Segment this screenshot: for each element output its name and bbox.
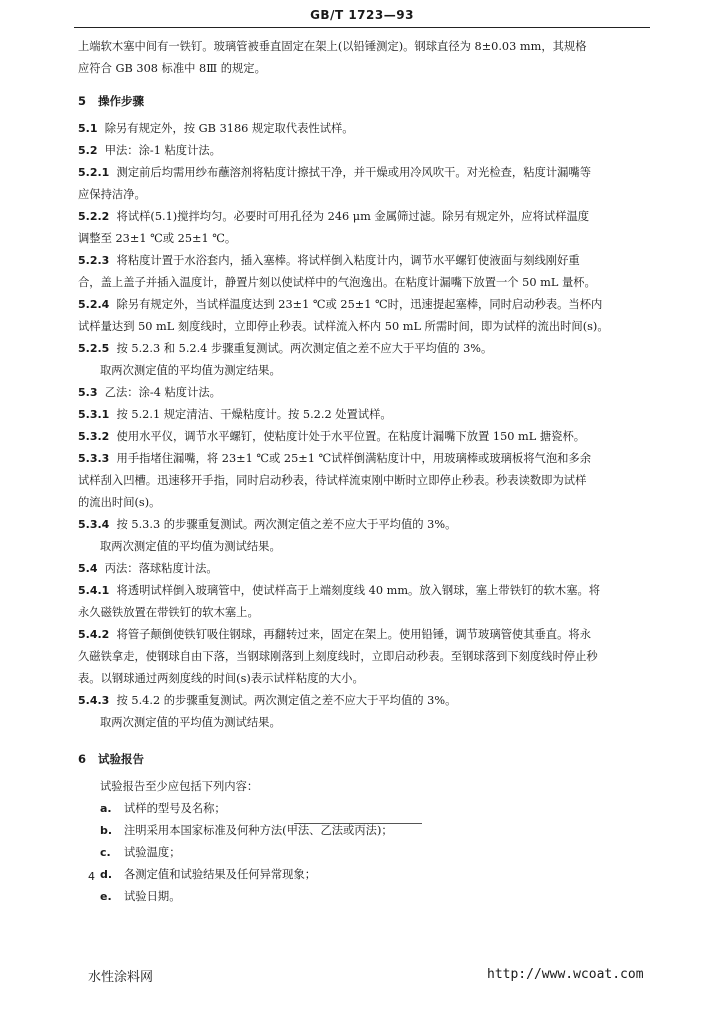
clause-text: 按 5.3.3 的步骤重复测试。两次测定值之差不应大于平均值的 3%。 bbox=[116, 518, 457, 531]
section-5-line bbox=[78, 668, 648, 690]
item-label: b. bbox=[100, 824, 113, 837]
section-5-line bbox=[78, 624, 648, 646]
item-label: c. bbox=[100, 846, 111, 859]
section-5-line bbox=[78, 184, 648, 206]
report-item bbox=[78, 886, 648, 908]
clause-text: 丙法：落球粘度计法。 bbox=[104, 562, 218, 575]
report-items-list bbox=[78, 798, 648, 908]
clause-number: 5.4.3 bbox=[78, 694, 110, 707]
clause-text: 取两次测定值的平均值为测试结果。 bbox=[100, 540, 281, 553]
clause-text: 甲法：涂-1 粘度计法。 bbox=[104, 144, 221, 157]
clause-text: 按 5.2.1 规定清洁、干燥粘度计。按 5.2.2 处置试样。 bbox=[116, 408, 392, 421]
clause-number: 5.4.2 bbox=[78, 628, 110, 641]
clause-text: 将试样(5.1)搅拌均匀。必要时可用孔径为 246 μm 金属筛过滤。除另有规定外，应将试样温度 bbox=[116, 210, 590, 223]
clause-text: 的流出时间(s)。 bbox=[78, 496, 161, 509]
document-body bbox=[78, 36, 648, 908]
clause-text: 使用水平仪，调节水平螺钉，使粘度计处于水平位置。在粘度计漏嘴下放置 150 mL 搪瓷杯。 bbox=[116, 430, 586, 443]
section-number: 6 bbox=[78, 752, 87, 766]
section-5-line bbox=[78, 492, 648, 514]
clause-text: 除另有规定外，按 GB 3186 规定取代表性试样。 bbox=[104, 122, 354, 135]
clause-number: 5.2.5 bbox=[78, 342, 110, 355]
clause-text: 将透明试样倒入玻璃管中，使试样高于上端刻度线 40 mm。放入钢球，塞上带铁钉的软木塞。将 bbox=[116, 584, 601, 597]
item-text: 试验日期。 bbox=[124, 890, 181, 903]
section-5-line bbox=[78, 646, 648, 668]
report-item bbox=[78, 798, 648, 820]
clause-text: 将粘度计置于水浴套内，插入塞棒。将试样倒入粘度计内，调节水平螺钉使液面与刻线刚好重 bbox=[116, 254, 580, 267]
page-number: 4 bbox=[88, 870, 95, 883]
report-item bbox=[78, 864, 648, 886]
section-5-line bbox=[78, 272, 648, 294]
item-text: 试验温度； bbox=[124, 846, 181, 859]
section-5-line bbox=[78, 294, 648, 316]
report-intro: 试验报告至少应包括下列内容： bbox=[100, 780, 259, 793]
item-label: a. bbox=[100, 802, 112, 815]
section-title: 试验报告 bbox=[98, 752, 145, 766]
clause-text: 按 5.4.2 的步骤重复测试。两次测定值之差不应大于平均值的 3%。 bbox=[116, 694, 457, 707]
section-5-line bbox=[78, 536, 648, 558]
section-5-body bbox=[78, 118, 648, 734]
section-6-heading bbox=[78, 748, 648, 770]
footer-site-name: 水性涂料网 bbox=[88, 970, 154, 985]
section-5-line bbox=[78, 206, 648, 228]
section-5-line bbox=[78, 426, 648, 448]
clause-text: 取两次测定值的平均值为测定结果。 bbox=[100, 364, 281, 377]
section-5-line bbox=[78, 250, 648, 272]
section-5-line bbox=[78, 316, 648, 338]
section-5-line bbox=[78, 162, 648, 184]
clause-number: 5.1 bbox=[78, 122, 98, 135]
item-text: 试样的型号及名称； bbox=[124, 802, 226, 815]
clause-text: 永久磁铁放置在带铁钉的软木塞上。 bbox=[78, 606, 259, 619]
clause-text: 表。以钢球通过两刻度线的时间(s)表示试样粘度的大小。 bbox=[78, 672, 364, 685]
intro-line: 应符合 GB 308 标准中 8Ⅲ 的规定。 bbox=[78, 62, 266, 75]
clause-text: 调整至 23±1 ℃或 25±1 ℃。 bbox=[78, 232, 237, 245]
section-5-line bbox=[78, 558, 648, 580]
clause-text: 试样量达到 50 mL 刻度线时，立即停止秒表。试样流入杯内 50 mL 所需时间，即为试样的流出时间(s)。 bbox=[78, 320, 609, 333]
clause-text: 取两次测定值的平均值为测试结果。 bbox=[100, 716, 281, 729]
item-text: 注明采用本国家标准及何种方法(甲法、乙法或丙法)； bbox=[124, 824, 393, 837]
clause-text: 应保持洁净。 bbox=[78, 188, 146, 201]
clause-text: 久磁铁拿走，使钢球自由下落，当钢球刚落到上刻度线时，立即启动秒表。至钢球落到下刻度线时停止秒 bbox=[78, 650, 598, 663]
section-5-line bbox=[78, 712, 648, 734]
clause-number: 5.2 bbox=[78, 144, 98, 157]
end-of-text-rule bbox=[294, 823, 422, 824]
item-label: d. bbox=[100, 868, 113, 881]
report-item bbox=[78, 842, 648, 864]
clause-text: 按 5.2.3 和 5.2.4 步骤重复测试。两次测定值之差不应大于平均值的 3%。 bbox=[116, 342, 493, 355]
section-5-line bbox=[78, 448, 648, 470]
section-title: 操作步骤 bbox=[98, 94, 145, 108]
section-5-line bbox=[78, 338, 648, 360]
section-5-line bbox=[78, 382, 648, 404]
clause-text: 除另有规定外，当试样温度达到 23±1 ℃或 25±1 ℃时，迅速提起塞棒，同时启动秒表。当杯内 bbox=[116, 298, 603, 311]
section-5-line bbox=[78, 514, 648, 536]
item-label: e. bbox=[100, 890, 112, 903]
clause-number: 5.3.4 bbox=[78, 518, 110, 531]
section-5-line bbox=[78, 602, 648, 624]
section-5-line bbox=[78, 360, 648, 382]
clause-number: 5.4 bbox=[78, 562, 98, 575]
item-text: 各测定值和试验结果及任何异常现象； bbox=[124, 868, 317, 881]
section-number: 5 bbox=[78, 94, 87, 108]
section-5-line bbox=[78, 404, 648, 426]
section-5-line bbox=[78, 470, 648, 492]
intro-line: 上端软木塞中间有一铁钉。玻璃管被垂直固定在架上(以铅锤测定)。钢球直径为 8±0.03 mm，其规格 bbox=[78, 40, 587, 53]
footer-url[interactable]: http://www.wcoat.com bbox=[487, 967, 644, 982]
clause-number: 5.3.2 bbox=[78, 430, 110, 443]
clause-number: 5.2.1 bbox=[78, 166, 110, 179]
section-5-line bbox=[78, 118, 648, 140]
clause-number: 5.2.3 bbox=[78, 254, 110, 267]
clause-number: 5.2.2 bbox=[78, 210, 110, 223]
clause-text: 合，盖上盖子并插入温度计，静置片刻以使试样中的气泡逸出。在粘度计漏嘴下放置一个 50 mL 量杯。 bbox=[78, 276, 596, 289]
standard-header: GB/T 1723—93 bbox=[310, 8, 414, 22]
clause-text: 试样刮入凹槽。迅速移开手指，同时启动秒表，待试样流束刚中断时立即停止秒表。秒表读数即为试样 bbox=[78, 474, 587, 487]
clause-number: 5.2.4 bbox=[78, 298, 110, 311]
section-5-line bbox=[78, 228, 648, 250]
clause-text: 乙法：涂-4 粘度计法。 bbox=[104, 386, 221, 399]
clause-text: 用手指堵住漏嘴，将 23±1 ℃或 25±1 ℃试样倒满粘度计中，用玻璃棒或玻璃板将气泡和多余 bbox=[116, 452, 592, 465]
clause-number: 5.3.3 bbox=[78, 452, 110, 465]
intro-paragraph bbox=[78, 36, 648, 80]
clause-text: 测定前后均需用纱布蘸溶剂将粘度计擦拭干净，并干燥或用冷风吹干。对光检查，粘度计漏嘴等 bbox=[116, 166, 591, 179]
section-5-line bbox=[78, 580, 648, 602]
header-divider bbox=[74, 27, 650, 28]
section-5-heading bbox=[78, 90, 648, 112]
clause-number: 5.3.1 bbox=[78, 408, 110, 421]
clause-number: 5.3 bbox=[78, 386, 98, 399]
clause-number: 5.4.1 bbox=[78, 584, 110, 597]
section-5-line bbox=[78, 690, 648, 712]
section-5-line bbox=[78, 140, 648, 162]
clause-text: 将管子颠倒使铁钉吸住钢球，再翻转过来，固定在架上。使用铅锤，调节玻璃管使其垂直。将永 bbox=[116, 628, 591, 641]
